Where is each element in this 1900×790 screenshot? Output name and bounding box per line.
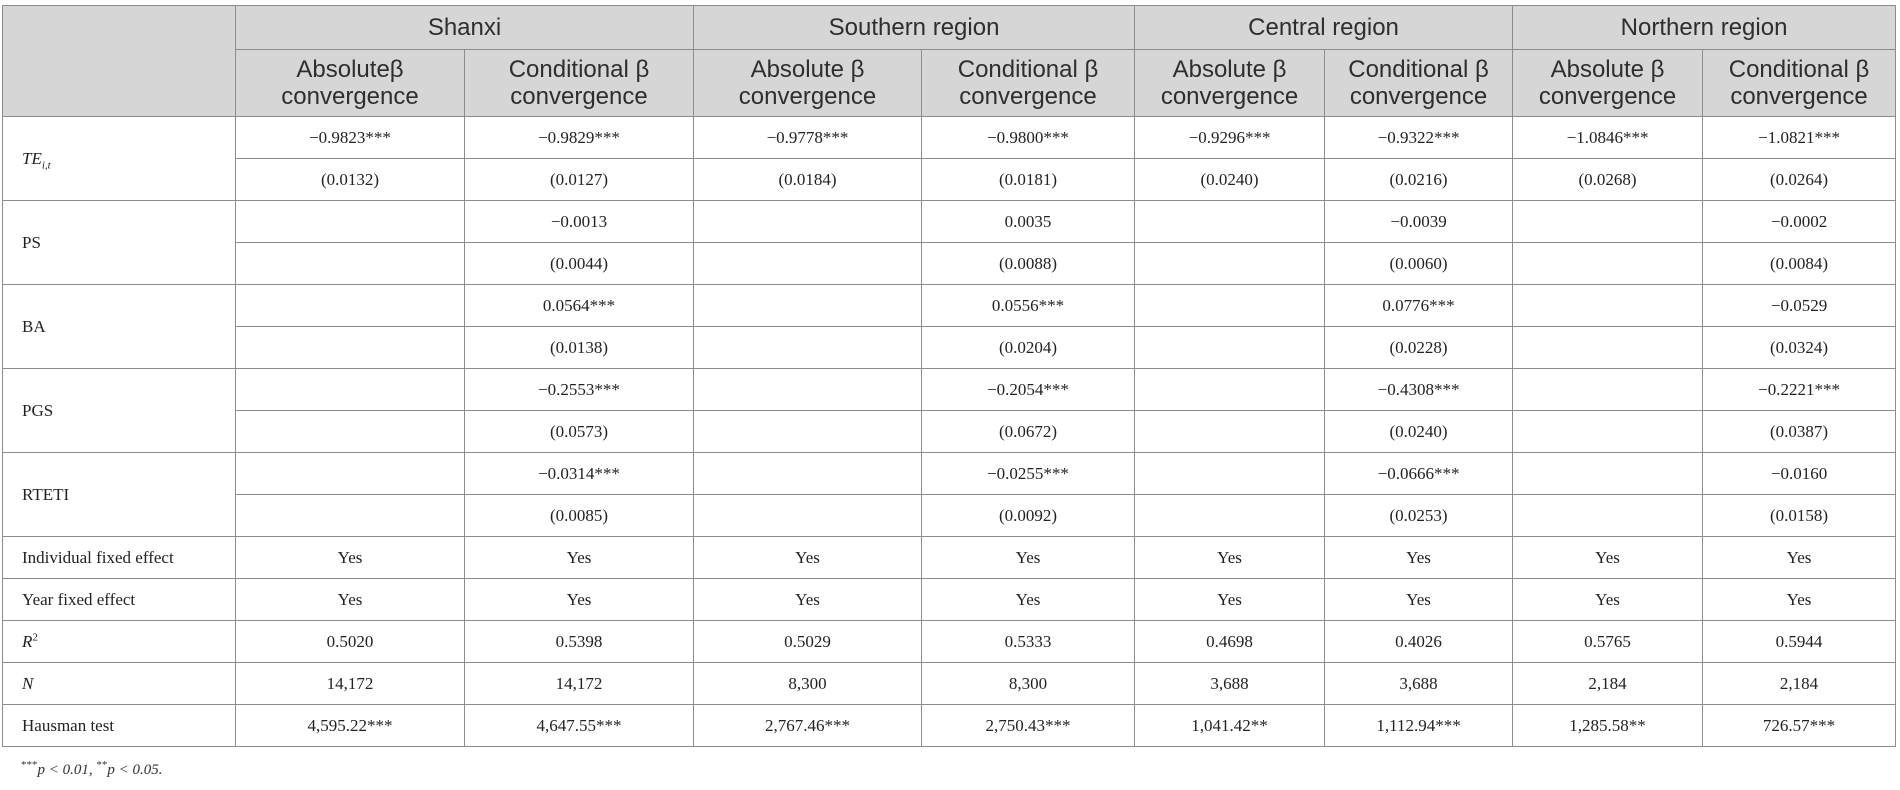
individual-fe-cell: Yes [922,537,1135,579]
te-coef-cell: −0.9296*** [1135,117,1325,159]
pgs-coef-cell [236,369,465,411]
hausman-cell: 2,750.43*** [922,705,1135,747]
row-label-individual-fe: Individual fixed effect [3,537,236,579]
ba-se-cell: (0.0324) [1703,327,1896,369]
rteti-coef-cell [1513,453,1703,495]
r2-cell: 0.5029 [694,621,922,663]
r2-cell: 0.5398 [465,621,694,663]
region-header-row [3,6,1896,50]
subheader-southern-conditional: Conditional β convergence [922,50,1135,117]
table-footnote: ***p < 0.01, **p < 0.05. [21,759,163,778]
pgs-se-cell [236,411,465,453]
rteti-coef-cell [1135,453,1325,495]
subheader-shanxi-absolute: Absoluteβ convergence [236,50,465,117]
rteti-se-cell [236,495,465,537]
te-se-cell: (0.0264) [1703,159,1896,201]
n-cell: 3,688 [1325,663,1513,705]
ba-coef-cell: 0.0564*** [465,285,694,327]
rteti-se-cell [1513,495,1703,537]
rteti-coef-cell: −0.0666*** [1325,453,1513,495]
ps-coef-cell [1135,201,1325,243]
table-row-n [3,663,1896,705]
pgs-se-cell: (0.0387) [1703,411,1896,453]
hausman-cell: 2,767.46*** [694,705,922,747]
ps-se-cell: (0.0088) [922,243,1135,285]
n-cell: 2,184 [1703,663,1896,705]
rteti-coef-cell [236,453,465,495]
year-fe-cell: Yes [1135,579,1325,621]
ps-se-cell [694,243,922,285]
ps-coef-cell: 0.0035 [922,201,1135,243]
row-label-n: N [3,663,236,705]
hausman-cell: 1,112.94*** [1325,705,1513,747]
subheader-central-absolute: Absolute β convergence [1135,50,1325,117]
pgs-se-cell [694,411,922,453]
ba-se-cell: (0.0204) [922,327,1135,369]
year-fe-cell: Yes [922,579,1135,621]
te-se-cell: (0.0127) [465,159,694,201]
table-row-ps-se [3,243,1896,285]
pgs-se-cell: (0.0672) [922,411,1135,453]
table-row-pgs-se [3,411,1896,453]
hausman-cell: 4,647.55*** [465,705,694,747]
r2-cell: 0.4026 [1325,621,1513,663]
ps-coef-cell: −0.0002 [1703,201,1896,243]
rteti-coef-cell: −0.0160 [1703,453,1896,495]
table-row-year-fe [3,579,1896,621]
year-fe-cell: Yes [236,579,465,621]
table-row-te-se [3,159,1896,201]
pgs-coef-cell: −0.2553*** [465,369,694,411]
rteti-coef-cell: −0.0255*** [922,453,1135,495]
ps-se-cell [1513,243,1703,285]
te-se-cell: (0.0181) [922,159,1135,201]
row-label-hausman: Hausman test [3,705,236,747]
region-header-central: Central region [1135,6,1513,50]
year-fe-cell: Yes [465,579,694,621]
n-cell: 2,184 [1513,663,1703,705]
row-label-ps: PS [3,201,236,285]
ba-coef-cell: −0.0529 [1703,285,1896,327]
te-coef-cell: −0.9778*** [694,117,922,159]
n-cell: 14,172 [236,663,465,705]
rteti-se-cell: (0.0085) [465,495,694,537]
subheader-northern-absolute: Absolute β convergence [1513,50,1703,117]
n-cell: 14,172 [465,663,694,705]
ba-coef-cell [1513,285,1703,327]
te-coef-cell: −1.0821*** [1703,117,1896,159]
individual-fe-cell: Yes [1703,537,1896,579]
ba-se-cell [1135,327,1325,369]
pgs-se-cell [1135,411,1325,453]
te-coef-cell: −0.9322*** [1325,117,1513,159]
rteti-se-cell: (0.0158) [1703,495,1896,537]
convergence-results-table [2,5,1896,747]
year-fe-cell: Yes [694,579,922,621]
pgs-se-cell: (0.0573) [465,411,694,453]
subheader-central-conditional: Conditional β convergence [1325,50,1513,117]
pgs-coef-cell [694,369,922,411]
individual-fe-cell: Yes [236,537,465,579]
r2-cell: 0.4698 [1135,621,1325,663]
ps-coef-cell: −0.0039 [1325,201,1513,243]
ba-coef-cell [236,285,465,327]
individual-fe-cell: Yes [1325,537,1513,579]
hausman-cell: 1,041.42** [1135,705,1325,747]
region-header-southern: Southern region [694,6,1135,50]
table-row-hausman [3,705,1896,747]
te-se-cell: (0.0268) [1513,159,1703,201]
table-row-rteti-se [3,495,1896,537]
rteti-coef-cell: −0.0314*** [465,453,694,495]
row-label-ba: BA [3,285,236,369]
individual-fe-cell: Yes [694,537,922,579]
te-se-cell: (0.0240) [1135,159,1325,201]
r2-cell: 0.5765 [1513,621,1703,663]
table-row-ba-coef [3,285,1896,327]
table-row-r2 [3,621,1896,663]
subheader-southern-absolute: Absolute β convergence [694,50,922,117]
corner-cell [3,6,236,117]
row-label-year-fe: Year fixed effect [3,579,236,621]
row-label-te: $TE_{i,t}$ [3,117,236,201]
ps-coef-cell: −0.0013 [465,201,694,243]
ba-coef-cell [694,285,922,327]
ba-se-cell [694,327,922,369]
r2-cell: 0.5333 [922,621,1135,663]
row-label-pgs: PGS [3,369,236,453]
r2-cell: 0.5020 [236,621,465,663]
ba-coef-cell: 0.0776*** [1325,285,1513,327]
ba-coef-cell [1135,285,1325,327]
pgs-coef-cell [1135,369,1325,411]
region-header-northern: Northern region [1513,6,1896,50]
ps-se-cell: (0.0044) [465,243,694,285]
r2-cell: 0.5944 [1703,621,1896,663]
rteti-se-cell [694,495,922,537]
ba-se-cell [236,327,465,369]
table-row-individual-fe [3,537,1896,579]
pgs-se-cell [1513,411,1703,453]
individual-fe-cell: Yes [465,537,694,579]
pgs-coef-cell: −0.4308*** [1325,369,1513,411]
ps-coef-cell [236,201,465,243]
row-label-r2: $R^2$ [3,621,236,663]
te-se-cell: (0.0216) [1325,159,1513,201]
pgs-coef-cell [1513,369,1703,411]
table-row-ps-coef [3,201,1896,243]
individual-fe-cell: Yes [1513,537,1703,579]
te-coef-cell: −0.9823*** [236,117,465,159]
ba-se-cell: (0.0228) [1325,327,1513,369]
subheader-northern-conditional: Conditional β convergence [1703,50,1896,117]
convergence-type-header-row [3,50,1896,117]
year-fe-cell: Yes [1325,579,1513,621]
ps-se-cell: (0.0060) [1325,243,1513,285]
table-row-ba-se [3,327,1896,369]
n-cell: 8,300 [922,663,1135,705]
hausman-cell: 726.57*** [1703,705,1896,747]
te-coef-cell: −0.9800*** [922,117,1135,159]
region-header-shanxi: Shanxi [236,6,694,50]
ps-se-cell [1135,243,1325,285]
rteti-se-cell: (0.0253) [1325,495,1513,537]
year-fe-cell: Yes [1513,579,1703,621]
ps-coef-cell [1513,201,1703,243]
pgs-coef-cell: −0.2054*** [922,369,1135,411]
table-row-te-coef [3,117,1896,159]
ps-se-cell: (0.0084) [1703,243,1896,285]
hausman-cell: 4,595.22*** [236,705,465,747]
n-cell: 8,300 [694,663,922,705]
table-row-pgs-coef [3,369,1896,411]
table-row-rteti-coef [3,453,1896,495]
hausman-cell: 1,285.58** [1513,705,1703,747]
ba-coef-cell: 0.0556*** [922,285,1135,327]
pgs-coef-cell: −0.2221*** [1703,369,1896,411]
pgs-se-cell: (0.0240) [1325,411,1513,453]
te-se-cell: (0.0132) [236,159,465,201]
te-coef-cell: −1.0846*** [1513,117,1703,159]
ba-se-cell: (0.0138) [465,327,694,369]
year-fe-cell: Yes [1703,579,1896,621]
rteti-se-cell: (0.0092) [922,495,1135,537]
rteti-coef-cell [694,453,922,495]
individual-fe-cell: Yes [1135,537,1325,579]
rteti-se-cell [1135,495,1325,537]
subheader-shanxi-conditional: Conditional β convergence [465,50,694,117]
n-cell: 3,688 [1135,663,1325,705]
te-coef-cell: −0.9829*** [465,117,694,159]
ba-se-cell [1513,327,1703,369]
ps-coef-cell [694,201,922,243]
ps-se-cell [236,243,465,285]
te-se-cell: (0.0184) [694,159,922,201]
row-label-rteti: RTETI [3,453,236,537]
